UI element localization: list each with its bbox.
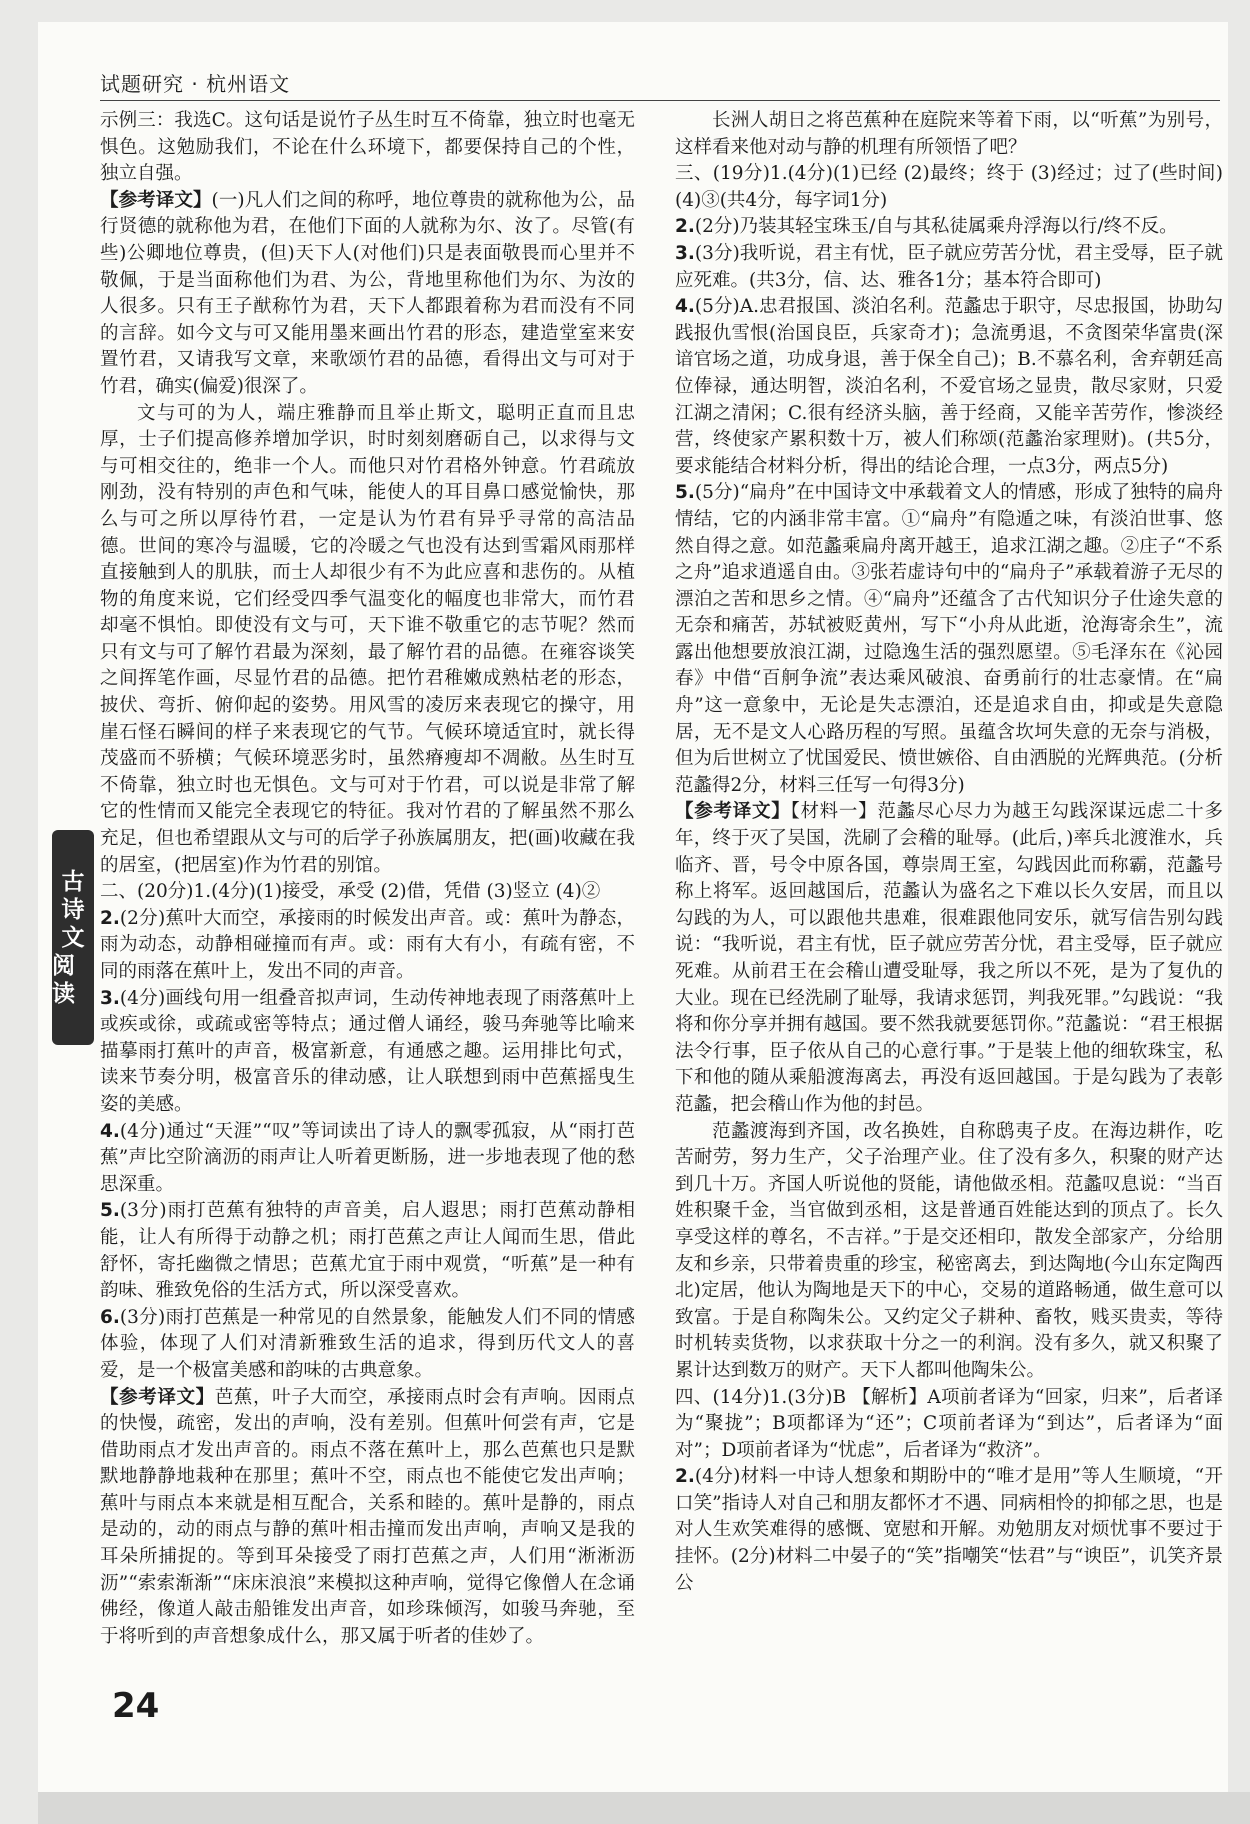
paragraph: 3.(4分)画线句用一组叠音拟声词，生动传神地表现了雨落蕉叶上或疾或徐，或疏或密等特点；通过僧人诵经，骏马奔驰等比喻来描摹雨打蕉叶的声音，极富新意，有通感之趣。运用排比句式，读来节奏分明，极富音乐的律动感，让人联想到雨中芭蕉摇曳生姿的美感。 [100, 987, 635, 1115]
paragraph: 6.(3分)雨打芭蕉是一种常见的自然景象，能触发人们不同的情感体验，体现了人们对清新雅致生活的追求，得到历代文人的喜爱，是一个极富美感和韵味的古典意象。 [100, 1306, 635, 1381]
section-tab: 古 诗 文 阅读 [52, 830, 94, 1045]
left-column [100, 108, 635, 1650]
paragraph: 【参考译文】(一)凡人们之间的称呼，地位尊贵的就称他为公，品行贤德的就称他为君，在他们下面的人就称为尔、汝了。尽管(有些)公卿地位尊贵，(但)天下人(对他们)只是表面敬畏而心里并不敬佩，于是当面称他们为君、为公，背地里称他们为尔、为汝的人很多。只有王子猷称竹为君，天下人都跟着称为君而没有不同的言辞。如今文与可又能用墨来画出竹君的形态，建造堂室来安置竹君，又请我写文章，来歌颂竹君的品德，看得出文与可对于竹君，确实(偏爱)很深了。 [100, 189, 635, 397]
paragraph: 5.(5分)“扁舟”在中国诗文中承载着文人的情感，形成了独特的扁舟情结，它的内涵非常丰富。①“扁舟”有隐遁之味，有淡泊世事、悠然自得之意。如范蠡乘扁舟离开越王，追求江湖之趣。②庄子“不系之舟”追求逍遥自由。③张若虚诗句中的“扁舟子”承载着游子无尽的漂泊之苦和思乡之情。④“扁舟”还蕴含了古代知识分子仕途失意的无奈和痛苦，苏轼被贬黄州，写下“小舟从此逝，沧海寄余生”，流露出他想要放浪江湖，过隐逸生活的强烈愿望。⑤毛泽东在《沁园春》中借“百舸争流”表达乘风破浪、奋勇前行的壮志豪情。在“扁舟”这一意象中，无论是失志漂泊，还是追求自由，抑或是失意隐居，无不是文人心路历程的写照。虽蕴含坎坷失意的无奈与消极，但为后世树立了忧国爱民、愤世嫉俗、自由洒脱的光辉典范。(分析范蠡得2分，材料三任写一句得3分) [675, 482, 1223, 796]
paragraph: 2.(2分)乃装其轻宝珠玉/自与其私徒属乘舟浮海以行/终不反。 [675, 216, 1178, 238]
running-header: 试题研究 · 杭州语文 [100, 72, 291, 96]
paragraph: 3.(3分)我听说，君主有忧，臣子就应劳苦分忧，君主受辱，臣子就应死难。(共3分，信、达、雅各1分；基本符合即可) [675, 242, 1223, 291]
paragraph: 二、(20分)1.(4分)(1)接受，承受 (2)借，凭借 (3)竖立 (4)② [100, 881, 601, 903]
paragraph: 示例三：我选C。这句话是说竹子丛生时互不倚靠，独立时也毫无惧色。这勉励我们，不论在什么环境下，都要保持自己的个性，独立自强。 [100, 110, 635, 185]
paragraph: 4.(5分)A.忠君报国、淡泊名利。范蠡忠于职守，尽忠报国，协助勾践报仇雪恨(治国良臣，兵家奇才)；急流勇退，不贪图荣华富贵(深谙官场之道，功成身退，善于保全自己)；B.不慕名利，舍弃朝廷高位俸禄，通达明智，淡泊名利，不爱官场之显贵，散尽家财，只爱江湖之清闲；C.很有经济头脑，善于经商，又能辛苦劳作，惨淡经营，终使家产累积数十万，被人们称颂(范蠡治家理财)。(共5分，要求能结合材料分析，得出的结论合理，一点3分，两点5分) [675, 296, 1223, 477]
paragraph: 长洲人胡日之将芭蕉种在庭院来等着下雨，以“听蕉”为别号，这样看来他对动与静的机理有所领悟了吧？ [675, 110, 1223, 158]
reference-label: 【参考译文】 [100, 1386, 215, 1408]
right-column [675, 108, 1223, 1597]
paragraph: 范蠡渡海到齐国，改名换姓，自称鸱夷子皮。在海边耕作，吃苦耐劳，努力生产，父子治理产业。住了没有多久，积聚的财产达到几十万。齐国人听说他的贤能，请他做丞相。范蠡叹息说：“当百姓积聚千金，当官做到丞相，这是普通百姓能达到的顶点了。长久享受这样的尊名，不吉祥。”于是交还相印，散发全部家产，分给朋友和乡亲，只带着贵重的珍宝，秘密离去，到达陶地(今山东定陶西北)定居，他认为陶地是天下的中心，交易的道路畅通，做生意可以致富。于是自称陶朱公。又约定父子耕种、畜牧，贱买贵卖，等待时机转卖货物，以求获取十分之一的利润。没有多久，就又积聚了累计达到数万的财产。天下人都叫他陶朱公。 [675, 1120, 1223, 1381]
scan-shadow [38, 1792, 1250, 1824]
page-number: 24 [112, 1686, 160, 1726]
reference-label: 【参考译文】 [100, 189, 212, 211]
paragraph: 文与可的为人，端庄雅静而且举止斯文，聪明正直而且忠厚，士子们提高修养增加学识，时时刻刻磨砺自己，以求得与文与可相交往的，绝非一个人。而他只对竹君格外钟意。竹君疏放刚劲，没有特别的声色和气味，能使人的耳目鼻口感觉愉快，那么与可之所以厚待竹君，一定是认为竹君有异乎寻常的高洁品德。世间的寒冷与温暖，它的冷暖之气也没有达到雪霜风雨那样直接触到人的肌肤，而士人却很少有不为此应喜和悲伤的。从植物的角度来说，它们经受四季气温变化的幅度也非常大，而竹君却毫不惧怕。即使没有文与可，天下谁不敬重它的志节呢？然而只有文与可了解竹君最为深刻，最了解竹君的品德。在雍容谈笑之间挥笔作画，尽显竹君的品德。把竹君稚嫩成熟枯老的形态，披伏、弯折、俯仰起的姿势。用风雪的凌厉来表现它的操守，用崖石怪石瞬间的样子来表现它的气节。气候环境适宜时，就长得茂盛而不骄横；气候环境恶劣时，虽然瘠瘦却不凋敝。丛生时互不倚靠，独立时也无惧色。文与可对于竹君，可以说是非常了解它的性情而又能完全表现它的特征。我对竹君的了解虽然不那么充足，但也希望跟从文与可的后学子孙族属朋友，把(画)收藏在我的居室，(把居室)作为竹君的别馆。 [100, 402, 635, 876]
paragraph: 四、(14分)1.(3分)B 【解析】A项前者译为“回家，归来”，后者译为“聚拢”；B项都译为“还”；C项前者译为“到达”，后者译为“面对”；D项前者译为“忧虑”，后者译为“救济”。 [675, 1386, 1223, 1461]
paragraph: 三、(19分)1.(4分)(1)已经 (2)最终；终于 (3)经过；过了(些时间) (4)③(共4分，每字词1分) [675, 163, 1223, 211]
header-rule [100, 100, 1220, 101]
paragraph: 【参考译文】【材料一】范蠡尽心尽力为越王勾践深谋远虑二十多年，终于灭了吴国，洗刷了会稽的耻辱。(此后，)率兵北渡淮水，兵临齐、晋，号令中原各国，尊崇周王室，勾践因此而称霸，范蠡号称上将军。返回越国后，范蠡认为盛名之下难以长久安居，而且以勾践的为人，可以跟他共患难，很难跟他同安乐，就写信告别勾践说：“我听说，君主有忧，臣子就应劳苦分忧，君主受辱，臣子就应死难。从前君王在会稽山遭受耻辱，我之所以不死，是为了复仇的大业。现在已经洗刷了耻辱，我请求惩罚，判我死罪。”勾践说：“我将和你分享并拥有越国。要不然我就要惩罚你。”范蠡说：“君王根据法令行事，臣子依从自己的心意行事。”于是装上他的细软珠宝，私下和他的随从乘船渡海离去，再没有返回越国。于是勾践为了表彰范蠡，把会稽山作为他的封邑。 [675, 801, 1223, 1115]
paragraph: 【参考译文】芭蕉，叶子大而空，承接雨点时会有声响。因雨点的快慢，疏密，发出的声响，没有差别。但蕉叶何尝有声，它是借助雨点才发出声音的。雨点不落在蕉叶上，那么芭蕉也只是默默地静静地栽种在那里；蕉叶不空，雨点也不能使它发出声响；蕉叶与雨点本来就是相互配合，关系和睦的。蕉叶是静的，雨点是动的，动的雨点与静的蕉叶相击撞而发出声响，声响又是我的耳朵所捕捉的。等到耳朵接受了雨打芭蕉之声，人们用“淅淅沥沥”“索索渐渐”“床床浪浪”来模拟这种声响，觉得它像僧人在念诵佛经，像道人敲击船锥发出声音，如珍珠倾泻，如骏马奔驰，至于将听到的声音想象成什么，那又属于听者的佳妙了。 [100, 1386, 635, 1647]
paragraph: 4.(4分)通过“天涯”“叹”等词读出了诗人的飘零孤寂，从“雨打芭蕉”声比空阶滴沥的雨声让人听着更断肠，进一步地表现了他的愁思深重。 [100, 1120, 635, 1195]
paragraph: 2.(2分)蕉叶大而空，承接雨的时候发出声音。或：蕉叶为静态，雨为动态，动静相碰撞而有声。或：雨有大有小，有疏有密，不同的雨落在蕉叶上，发出不同的声音。 [100, 907, 635, 982]
paragraph: 2.(4分)材料一中诗人想象和期盼中的“唯才是用”等人生顺境，“开口笑”指诗人对自己和朋友都怀才不遇、同病相怜的抑郁之思，也是对人生欢笑难得的感慨、宽慰和开解。劝勉朋友对烦忧事不要过于挂怀。(2分)材料二中晏子的“笑”指嘲笑“怯君”与“谀臣”，讥笑齐景公 [675, 1466, 1223, 1594]
reference-label: 【参考译文】 [675, 801, 791, 823]
paragraph: 5.(3分)雨打芭蕉有独特的声音美，启人遐思；雨打芭蕉动静相能，让人有所得于动静之机；雨打芭蕉之声让人闻而生思，借此舒怀，寄托幽微之情思；芭蕉尤宜于雨中观赏，“听蕉”是一种有韵味、雅致免俗的生活方式，所以深受喜欢。 [100, 1200, 635, 1302]
